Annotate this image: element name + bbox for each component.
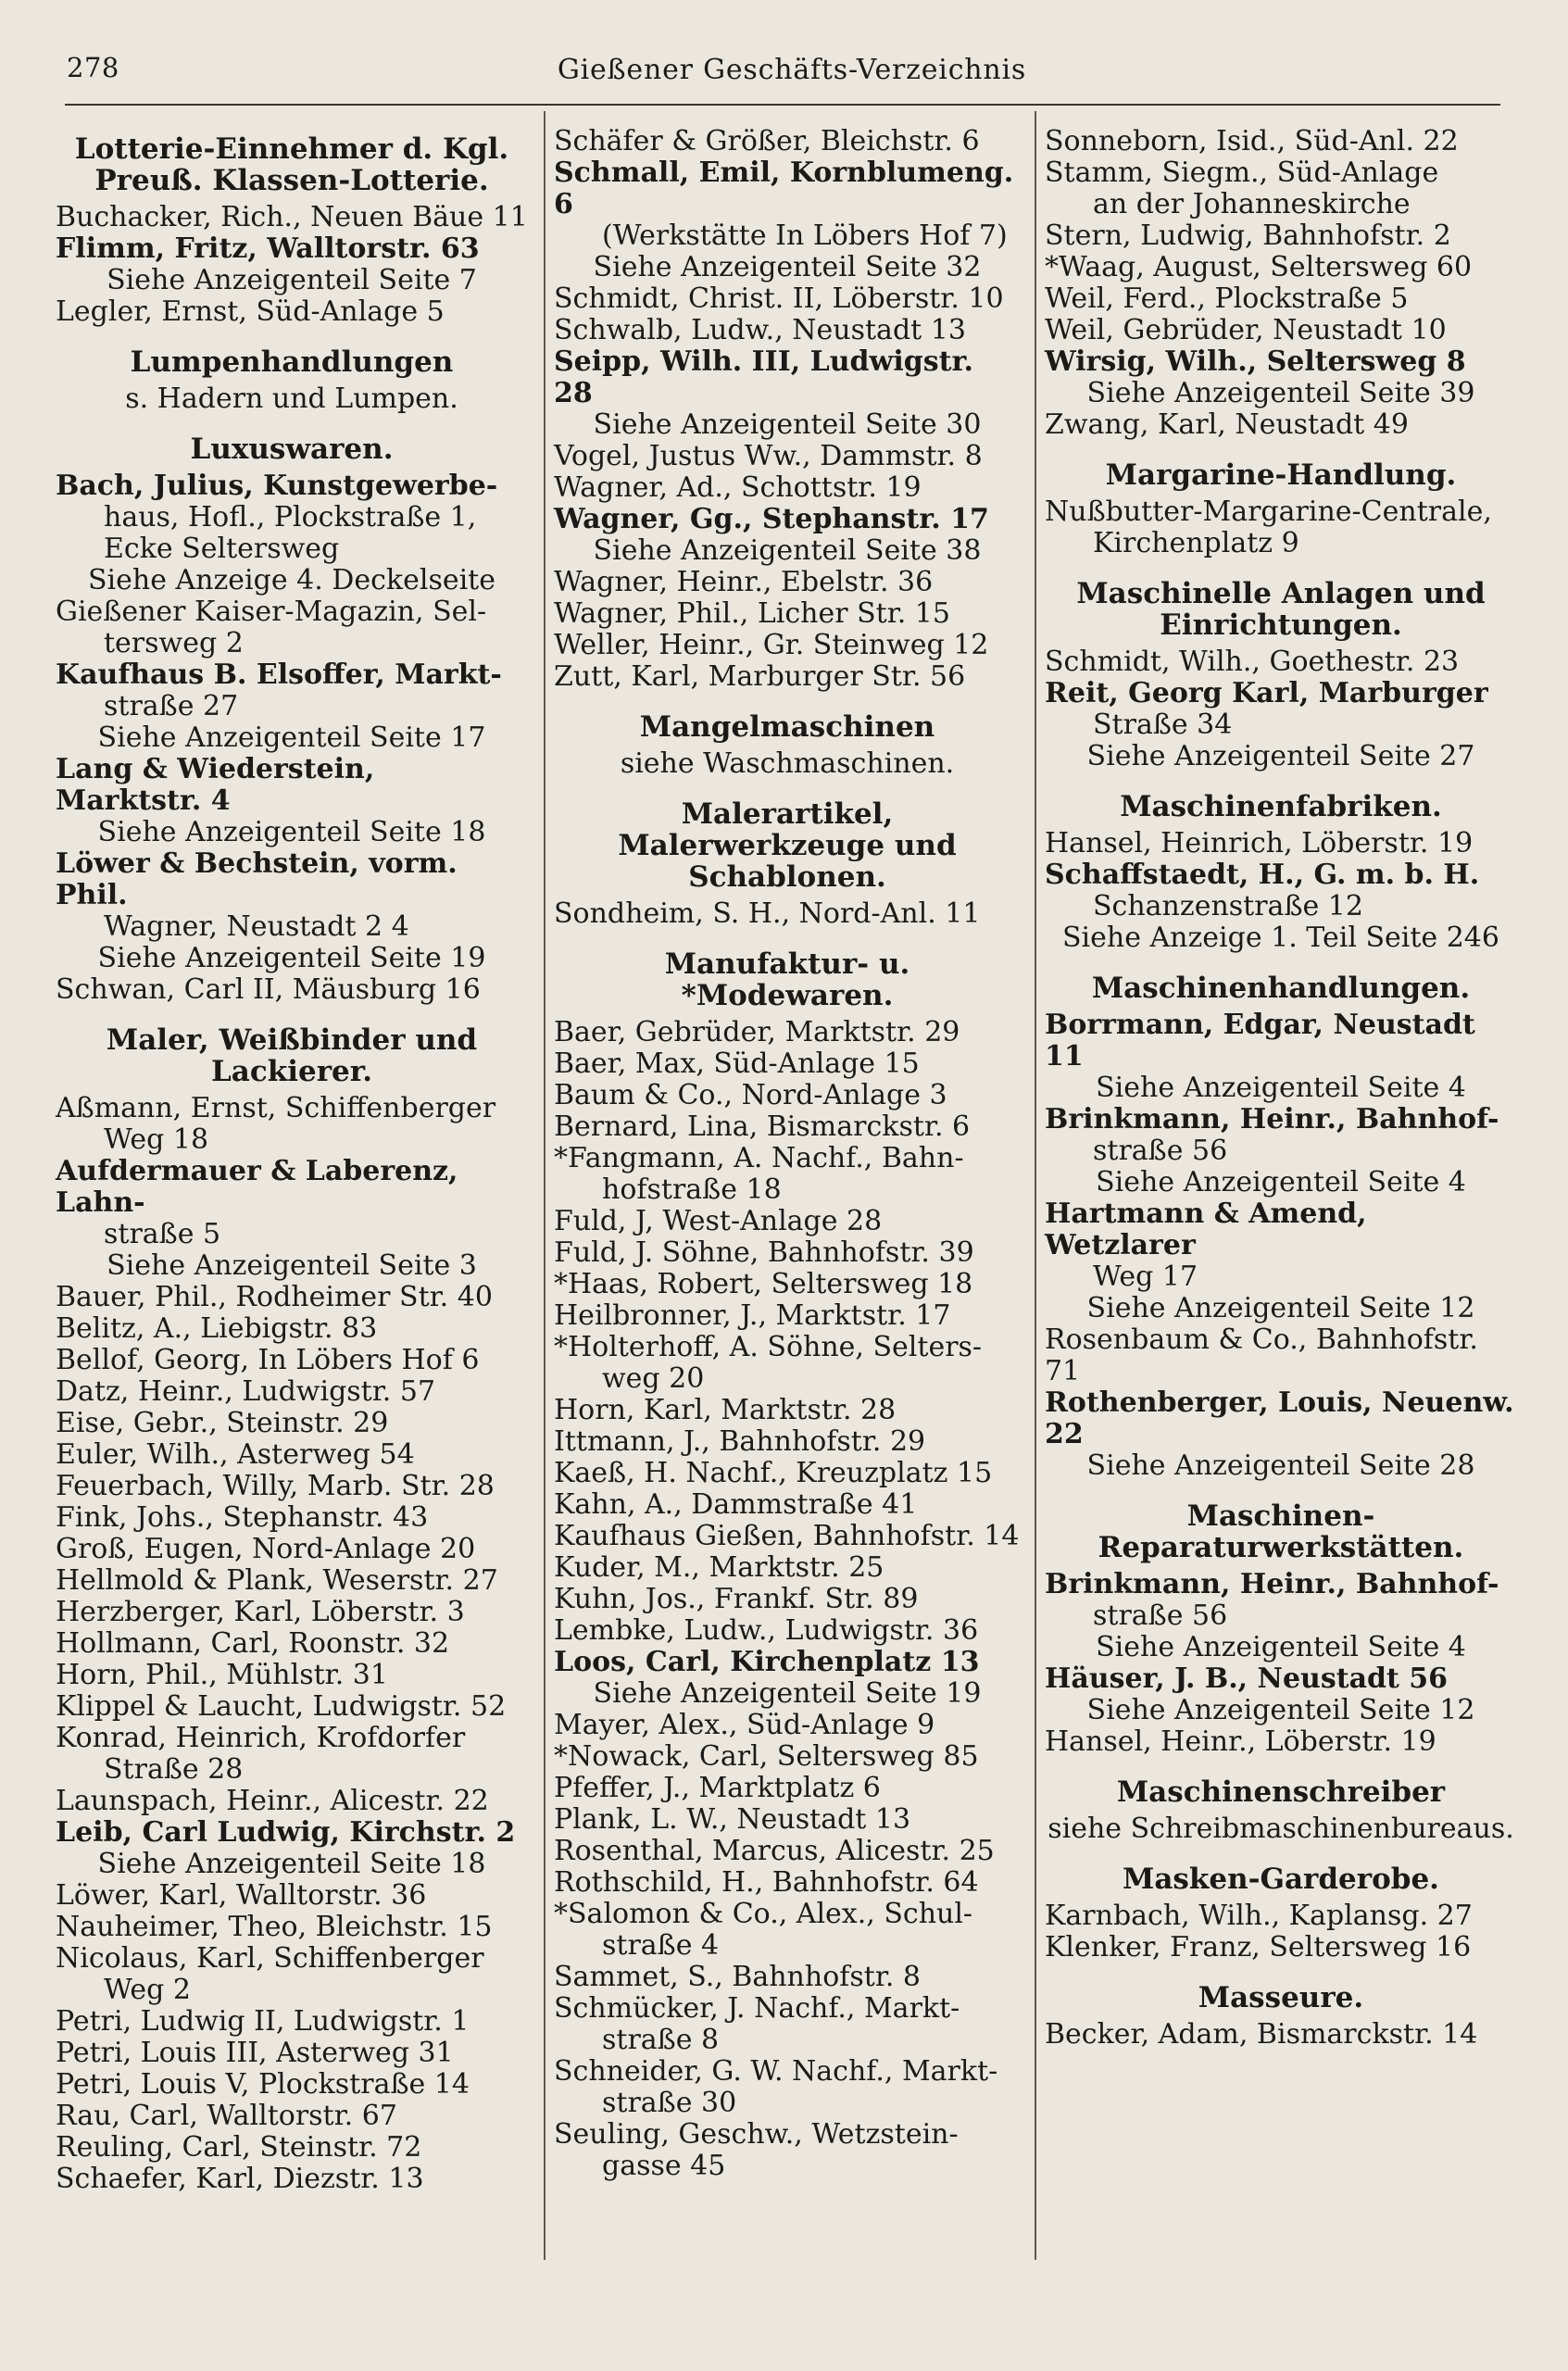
entry-continuation: straße 56 [1093, 1135, 1228, 1167]
directory-entry: Petri, Ludwig II, Ludwigstr. 1 [56, 2005, 470, 2038]
directory-entry: Zutt, Karl, Marburger Str. 56 [554, 660, 966, 693]
directory-entry-bold: Häuser, J. B., Neustadt 56 [1045, 1662, 1449, 1695]
ad-reference: Siehe Anzeigenteil Seite 18 [97, 1848, 486, 1880]
directory-entry: *Nowack, Carl, Seltersweg 85 [554, 1740, 979, 1773]
directory-entry-bold: Seipp, Wilh. III, Ludwigstr. 28 [554, 345, 973, 409]
directory-entry: Bernard, Lina, Bismarckstr. 6 [554, 1110, 971, 1143]
directory-entry-bold: Bach, Julius, Kunstgewerbe- [56, 470, 498, 502]
directory-entry: Schmidt, Christ. II, Löberstr. 10 [554, 282, 1004, 315]
directory-entry: Karnbach, Wilh., Kaplansg. 27 [1045, 1900, 1473, 1932]
directory-entry: Nauheimer, Theo, Bleichstr. 15 [56, 1911, 493, 1943]
directory-entry: Lembke, Ludw., Ludwigstr. 36 [554, 1614, 979, 1647]
section-heading: Malerartikel, Malerwerkzeuge und Schablonen. [618, 797, 957, 894]
directory-entry: Fuld, J, West-Anlage 28 [554, 1205, 883, 1237]
directory-entry: Kaufhaus Gießen, Bahnhofstr. 14 [554, 1520, 1020, 1552]
entry-continuation: straße 27 [104, 690, 239, 722]
page-number: 278 [67, 52, 119, 83]
directory-entry-bold: Loos, Carl, Kirchenplatz 13 [554, 1646, 980, 1678]
directory-entry-bold: Hartmann & Amend, Wetzlarer [1045, 1198, 1367, 1261]
ad-reference: Siehe Anzeigenteil Seite 27 [1086, 740, 1475, 772]
entry-continuation: Ecke Seltersweg [104, 533, 340, 565]
ad-reference: Siehe Anzeigenteil Seite 28 [1086, 1449, 1475, 1482]
directory-entry: Schneider, G. W. Nachf., Markt- [554, 2055, 998, 2088]
directory-entry: Herzberger, Karl, Löberstr. 3 [56, 1596, 465, 1628]
directory-entry: Konrad, Heinrich, Krofdorfer [56, 1722, 466, 1754]
directory-entry: Kahn, A., Dammstraße 41 [554, 1488, 918, 1521]
directory-entry-bold: Schmall, Emil, Kornblumeng. 6 [554, 157, 1014, 220]
directory-entry: Hollmann, Carl, Roonstr. 32 [56, 1627, 450, 1660]
directory-entry: Kaeß, H. Nachf., Kreuzplatz 15 [554, 1457, 993, 1489]
section-heading: Maschinenfabriken. [1120, 790, 1442, 823]
directory-entry-bold: Kaufhaus B. Elsoffer, Markt- [56, 659, 502, 691]
directory-entry-bold: Borrmann, Edgar, Neustadt 11 [1045, 1009, 1475, 1073]
directory-entry: Baer, Gebrüder, Marktstr. 29 [554, 1016, 960, 1048]
section-heading: Maschinelle Anlagen und Einrichtungen. [1076, 577, 1486, 642]
directory-entry: Stamm, Siegm., Süd-Anlage [1045, 157, 1439, 189]
directory-entry-bold: Aufdermauer & Laberenz, Lahn- [56, 1155, 458, 1219]
directory-entry: Sondheim, S. H., Nord-Anl. 11 [554, 897, 981, 930]
entry-continuation: haus, Hofl., Plockstraße 1, [104, 501, 477, 533]
directory-entry: Löwer, Karl, Walltorstr. 36 [56, 1879, 427, 1912]
directory-entry: *Salomon & Co., Alex., Schul- [554, 1898, 973, 1930]
directory-entry: Kuder, M., Marktstr. 25 [554, 1551, 884, 1584]
directory-entry: Heilbronner, J., Marktstr. 17 [554, 1299, 951, 1332]
cross-reference: siehe Schreibmaschinenbureaus. [1047, 1813, 1514, 1845]
ad-reference: Siehe Anzeigenteil Seite 32 [593, 251, 982, 283]
entry-continuation: weg 20 [602, 1362, 705, 1395]
directory-entry: Horn, Phil., Mühlstr. 31 [56, 1659, 388, 1691]
directory-entry: Datz, Heinr., Ludwigstr. 57 [56, 1375, 436, 1408]
section-heading: Maschinen-Reparaturwerkstätten. [1098, 1499, 1464, 1564]
directory-entry: Groß, Eugen, Nord-Anlage 20 [56, 1533, 476, 1565]
entry-continuation: Straße 34 [1093, 709, 1233, 741]
directory-entry: Petri, Louis V, Plockstraße 14 [56, 2068, 470, 2101]
ad-reference: Siehe Anzeigenteil Seite 12 [1086, 1292, 1475, 1324]
directory-entry: Schwan, Carl II, Mäusburg 16 [56, 973, 481, 1006]
ad-reference: Siehe Anzeigenteil Seite 4 [1096, 1631, 1466, 1663]
entry-continuation: Straße 28 [104, 1753, 244, 1786]
directory-entry: Weil, Ferd., Plockstraße 5 [1045, 282, 1409, 315]
directory-entry: Nicolaus, Karl, Schiffenberger [56, 1942, 484, 1975]
directory-entry: Vogel, Justus Ww., Dammstr. 8 [554, 440, 983, 472]
entry-continuation: straße 30 [602, 2087, 737, 2119]
directory-entry: Rosenbaum & Co., Bahnhofstr. 71 [1045, 1323, 1478, 1387]
cross-reference: siehe Waschmaschinen. [620, 747, 955, 780]
directory-entry: Wagner, Heinr., Ebelstr. 36 [554, 566, 934, 598]
column-3 [1045, 126, 1517, 2051]
entry-continuation: Weg 2 [104, 1974, 191, 2006]
directory-entry: Nußbutter-Margarine-Centrale, [1045, 496, 1492, 528]
directory-entry: Ittmann, J., Bahnhofstr. 29 [554, 1425, 926, 1458]
directory-entry: Plank, L. W., Neustadt 13 [554, 1803, 911, 1836]
section-heading: Manufaktur- u. *Modewaren. [664, 947, 910, 1012]
ad-reference: Siehe Anzeigenteil Seite 19 [97, 942, 486, 974]
directory-entry-bold: Wagner, Gg., Stephanstr. 17 [554, 503, 989, 535]
directory-entry: Hansel, Heinr., Löberstr. 19 [1045, 1725, 1436, 1758]
directory-entry: Fink, Johs., Stephanstr. 43 [56, 1501, 429, 1534]
directory-entry: Euler, Wilh., Asterweg 54 [56, 1438, 415, 1471]
directory-entry: Belitz, A., Liebigstr. 83 [56, 1312, 378, 1345]
directory-entry: Rosenthal, Marcus, Alicestr. 25 [554, 1835, 995, 1867]
entry-continuation: straße 4 [602, 1929, 720, 1962]
ad-reference: Siehe Anzeigenteil Seite 7 [107, 264, 477, 296]
column-divider-right [1035, 111, 1036, 2260]
directory-entry: Petri, Louis III, Asterweg 31 [56, 2037, 454, 2069]
ad-reference: Siehe Anzeige 1. Teil Seite 246 [1062, 922, 1499, 954]
directory-entry-bold: Leib, Carl Ludwig, Kirchstr. 2 [56, 1816, 516, 1849]
directory-entry-bold: Brinkmann, Heinr., Bahnhof- [1045, 1568, 1499, 1600]
header-rule [65, 104, 1500, 106]
ad-reference: Siehe Anzeigenteil Seite 38 [593, 534, 982, 567]
entry-continuation: Weg 18 [104, 1123, 209, 1156]
directory-entry: Launspach, Heinr., Alicestr. 22 [56, 1785, 489, 1817]
directory-entry: Schmücker, J. Nachf., Markt- [554, 1992, 960, 2025]
entry-continuation: Weg 17 [1093, 1261, 1198, 1293]
directory-entry: Eise, Gebr., Steinstr. 29 [56, 1407, 389, 1439]
column-2 [554, 126, 1021, 2182]
directory-entry: Weil, Gebrüder, Neustadt 10 [1045, 314, 1447, 346]
directory-entry: Schaefer, Karl, Diezstr. 13 [56, 2163, 424, 2195]
directory-entry: Klenker, Franz, Seltersweg 16 [1045, 1931, 1472, 1963]
entry-continuation: hofstraße 18 [602, 1173, 782, 1206]
directory-entry: Feuerbach, Willy, Marb. Str. 28 [56, 1470, 495, 1502]
section-heading: Lotterie-Einnehmer d. Kgl. Preuß. Klassen-Lotterie. [74, 132, 509, 197]
directory-entry: Sonneborn, Isid., Süd-Anl. 22 [1045, 125, 1459, 157]
section-heading: Maler, Weißbinder und Lackierer. [106, 1023, 478, 1088]
directory-entry: Horn, Karl, Marktstr. 28 [554, 1394, 897, 1426]
running-title: Gießener Geschäfts-Verzeichnis [557, 54, 1027, 86]
entry-continuation: straße 56 [1093, 1599, 1228, 1632]
section-heading: Masken-Garderobe. [1123, 1863, 1439, 1896]
directory-entry: Pfeffer, J., Marktplatz 6 [554, 1772, 881, 1804]
directory-entry: Fuld, J. Söhne, Bahnhofstr. 39 [554, 1236, 974, 1269]
directory-entry-bold: Rothenberger, Louis, Neuenw. 22 [1045, 1386, 1514, 1450]
directory-entry: Baer, Max, Süd-Anlage 15 [554, 1048, 920, 1080]
directory-entry: Reuling, Carl, Steinstr. 72 [56, 2131, 422, 2164]
directory-entry: Becker, Adam, Bismarckstr. 14 [1045, 2018, 1478, 2051]
directory-entry: Sammet, S., Bahnhofstr. 8 [554, 1961, 922, 1993]
entry-continuation: Wagner, Neustadt 2 4 [104, 910, 409, 943]
directory-entry: Bellof, Georg, In Löbers Hof 6 [56, 1344, 480, 1376]
directory-entry: Schäfer & Größer, Bleichstr. 6 [554, 125, 980, 157]
section-heading: Maschinenschreiber [1116, 1775, 1446, 1809]
directory-entry: Wagner, Phil., Licher Str. 15 [554, 597, 950, 630]
ad-reference: Siehe Anzeigenteil Seite 4 [1096, 1072, 1466, 1104]
entry-continuation: Schanzenstraße 12 [1093, 890, 1363, 922]
section-heading: Margarine-Handlung. [1105, 458, 1457, 492]
ad-reference: Siehe Anzeige 4. Deckelseite [88, 564, 495, 596]
directory-entry: Mayer, Alex., Süd-Anlage 9 [554, 1709, 935, 1741]
directory-entry: *Waag, August, Seltersweg 60 [1045, 251, 1473, 283]
section-heading: Maschinenhandlungen. [1091, 972, 1471, 1005]
directory-entry-bold: Lang & Wiederstein, Marktstr. 4 [56, 753, 375, 817]
directory-entry: Rothschild, H., Bahnhofstr. 64 [554, 1866, 979, 1899]
directory-entry: Aßmann, Ernst, Schiffenberger [56, 1092, 496, 1124]
ad-reference: Siehe Anzeigenteil Seite 18 [97, 816, 486, 848]
directory-entry-bold: Reit, Georg Karl, Marburger [1045, 677, 1488, 709]
section-heading: Lumpenhandlungen [130, 345, 454, 379]
directory-entry: Legler, Ernst, Süd-Anlage 5 [56, 295, 445, 328]
directory-entry: *Holterhoff, A. Söhne, Selters- [554, 1331, 983, 1363]
directory-entry: Schmidt, Wilh., Goethestr. 23 [1045, 646, 1460, 678]
ad-reference: Siehe Anzeigenteil Seite 12 [1086, 1694, 1475, 1726]
ad-reference: Siehe Anzeigenteil Seite 30 [593, 408, 982, 441]
directory-entry: Schwalb, Ludw., Neustadt 13 [554, 314, 966, 346]
directory-entry: Buchacker, Rich., Neuen Bäue 11 [56, 201, 528, 233]
directory-entry: *Fangmann, A. Nachf., Bahn- [554, 1142, 964, 1174]
directory-entry: Seuling, Geschw., Wetzstein- [554, 2118, 959, 2151]
directory-entry: Rau, Carl, Walltorstr. 67 [56, 2100, 397, 2132]
cross-reference: s. Hadern und Lumpen. [125, 383, 458, 415]
ad-reference: Siehe Anzeigenteil Seite 3 [107, 1249, 477, 1282]
ad-reference: Siehe Anzeigenteil Seite 17 [97, 721, 486, 754]
directory-entry: *Haas, Robert, Seltersweg 18 [554, 1268, 973, 1300]
ad-reference: Siehe Anzeigenteil Seite 19 [593, 1677, 982, 1710]
entry-continuation: an der Johanneskirche [1093, 188, 1411, 220]
directory-entry: Kuhn, Jos., Frankf. Str. 89 [554, 1583, 919, 1615]
directory-entry-bold: Flimm, Fritz, Walltorstr. 63 [56, 232, 480, 265]
entry-continuation: straße 8 [602, 2024, 720, 2056]
entry-continuation: tersweg 2 [104, 627, 244, 659]
directory-entry: Klippel & Laucht, Ludwigstr. 52 [56, 1690, 507, 1723]
directory-entry: Gießener Kaiser-Magazin, Sel- [56, 596, 487, 628]
directory-entry-bold: Schaffstaedt, H., G. m. b. H. [1045, 859, 1480, 891]
directory-entry: Zwang, Karl, Neustadt 49 [1045, 408, 1409, 441]
ad-reference: Siehe Anzeigenteil Seite 39 [1086, 377, 1475, 409]
section-heading: Luxuswaren. [190, 433, 394, 466]
entry-continuation: gasse 45 [602, 2150, 726, 2182]
section-heading: Masseure. [1198, 1981, 1364, 2014]
directory-entry: Baum & Co., Nord-Anlage 3 [554, 1079, 947, 1111]
directory-entry: Bauer, Phil., Rodheimer Str. 40 [56, 1281, 493, 1313]
section-heading: Mangelmaschinen [639, 710, 935, 744]
column-divider-left [544, 111, 546, 2260]
directory-entry: Wagner, Ad., Schottstr. 19 [554, 471, 922, 504]
entry-continuation: (Werkstätte In Löbers Hof 7) [602, 220, 1008, 252]
directory-entry: Hansel, Heinrich, Löberstr. 19 [1045, 827, 1474, 859]
directory-entry: Weller, Heinr., Gr. Steinweg 12 [554, 629, 989, 661]
directory-entry-bold: Brinkmann, Heinr., Bahnhof- [1045, 1103, 1499, 1135]
directory-entry: Hellmold & Plank, Weserstr. 27 [56, 1564, 498, 1597]
ad-reference: Siehe Anzeigenteil Seite 4 [1096, 1166, 1466, 1198]
directory-entry-bold: Wirsig, Wilh., Seltersweg 8 [1045, 345, 1466, 378]
column-1 [56, 126, 528, 2195]
entry-continuation: Kirchenplatz 9 [1093, 527, 1299, 559]
directory-entry-bold: Löwer & Bechstein, vorm. Phil. [56, 847, 458, 911]
entry-continuation: straße 5 [104, 1218, 221, 1250]
directory-entry: Stern, Ludwig, Bahnhofstr. 2 [1045, 220, 1451, 252]
